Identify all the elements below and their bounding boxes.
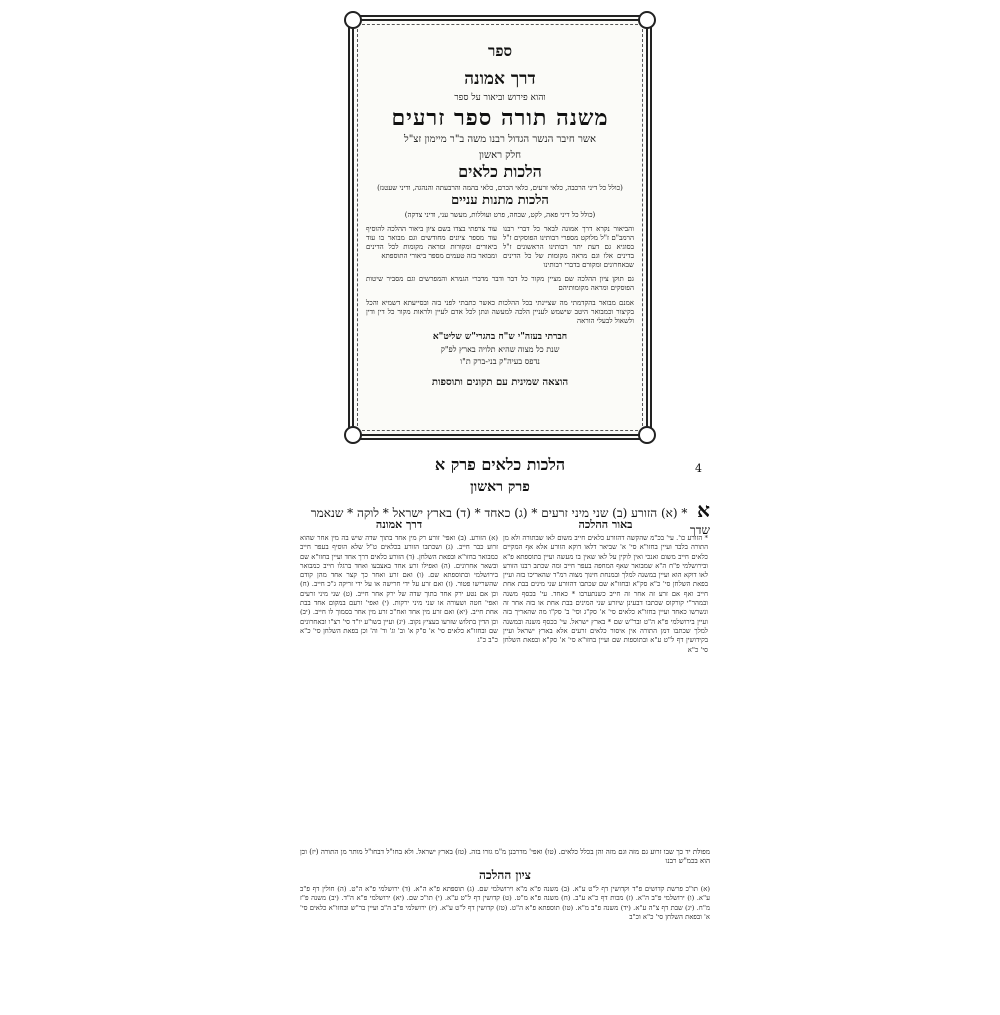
halacha-text: * (א) הזורע (ב) שני מיני זרעים * (ג) כאחד * (ד) בארץ ישראל * לוקה * שנאמר שדך	[310, 506, 710, 537]
halachot-kilayim-title: הלכות כלאים	[458, 162, 542, 182]
ornament-corner-icon	[344, 11, 362, 29]
author-line: אשר חיבר הנשר הגדול רבנו משה ב"ר מיימון זצ"ל	[404, 134, 596, 146]
biur-halacha-text: * הזורע כו'. עי' בכ"מ שהקשה דהזורע כלאים חייב משום לאו שבתורה ולא מן התורה בלבד ועיין בחזו"א סי' א' שביאר דלאו דוקא הזורע אלא אף המקיים כלאים חייב משום ואנכי ואין לוקין על לאו שאין בו מעשה ועיין בתוספתא פ"א ובירושלמי פ"ח ה"א שמבואר שאף המחפה בעפר חייב ומה שכתב רבנו הזורע לאו דוקא הוא ועיין במשנה למלך ובמנחת חינוך מצוה רמ"ד שהאריכו בזה ועיין בפאת השלחן סי' כ"א סק"א ובחזו"א שם שכתבו דהזורע שני מינים בבת אחת חייב ואף אם זרע זה אחר זה חייב כשנתערבו * כאחד. עי' בכסף משנה ובמהר"י קורקוס שכתבו דבעינן שיזרע שני המינים בבת אחת או בזה אחר זה ונשרשו כאחד ועיין בחזו"א כלאים סי' א' סק"ג וסי' ב' סק"ו מה שהאריך בזה ועיין בירושלמי פ"א ה"ט ובר"ש שם * בארץ ישראל. עי' בכסף משנה ובמשנה למלך שכתבו דמן התורה אין איסור כלאים זרעים אלא בארץ ישראל ועיין בקידושין דף ל"ט ע"א ובתוספות שם ועיין בחזו"א סי' א' סק"א ובפאת השלחן סי' כ"א	[503, 534, 708, 654]
derech-emunah-heading: דרך אמונה	[375, 518, 423, 531]
printing-place: נדפס בעיה"ק בני-ברק ת"ו	[460, 357, 540, 367]
biur-halacha-heading: באור ההלכה	[578, 518, 633, 531]
commentary-right-column	[503, 518, 708, 864]
halachot-matnot-note: (כולל כל דיני פאה, לקט, שכחה, פרט ועוללות, מעשר עני, ודיני צדקה)	[404, 210, 596, 219]
ornament-corner-icon	[638, 11, 656, 29]
chapter-title: פרק ראשון	[470, 479, 530, 495]
tziyun-halacha-text: (א) תו"כ פרשת קדושים פ"ד וקדושין דף ל"ט ע"א. (ב) משנה פ"א מ"א וירושלמי שם. (ג) תוספתא פ"א ה"א. (ד) ירושלמי פ"א ה"ט. (ה) חולין דף פ"ב ע"א. (ו) ירושלמי פ"ב ה"א. (ז) מכות דף כ"א ע"ב. (ח) משנה פ"א מ"ט. (ט) קדושין דף ל"ט ע"א. (י) תו"כ שם. (יא) ירושלמי פ"א ה"ד. (יב) משנה פ"ז מ"ח. (יג) שבת דף צ"ה ע"א. (יד) משנה פ"ב מ"א. (טו) תוספתא פ"א ה"ט. (טז) קדושין דף ל"ט ע"א. (יז) ירושלמי פ"ב ה"ב ועיין בר"ש ובחזו"א כלאים סי' א' ובפאת השלחן סי' כ"א וכ"ב	[300, 885, 710, 921]
volume-part: חלק ראשון	[478, 149, 522, 161]
title-description-right: והביאור נקרא דרך אמונה לבאר כל דברי רבנו הרמב"ם ז"ל מלוקט מספרי רבותינו הפוסקים ז"ל בסוגיא גם דעת יתר רבותינו הראשונים ז"ל בדינים אלו וגם מראה מקומות של כל הדינים שבאחרונים ומקורם בדברי רבותינו	[503, 224, 634, 270]
derech-emunah-text: (א) הזורע. (ב) ואפי' זורע רק מין אחד בתוך שדה שיש בה מין אחר שהוא זרוע כבר חייב. (ג) ושכתבו הזורע בכלאים ט"ל שלא הוסיף בעפר חייב כמבואר בחזו"א ובפאת השלחן. (ד) הזורע כלאים דרך אחד ועיין בחזו"א שם ובשאר אחרונים. (ה) ואפילו זרע אחד באצבעו ואחד ברגלו חייב כמבואר בירושלמי ובתוספתא שם. (ו) ואם זרע ואחר כך קצר אחד מהן קודם שהשרישו פטור. (ז) ואם זרע על ידי חרישה או על ידי זריקה ג"כ חייב. (ח) וכן אם נטע ירק אחד בתוך שדה של ירק אחר חייב. (ט) שני מיני זרעים ואפי' חטה ושעורה או שני מיני ירקות. (י) ואפי' זרעם במקום אחד בבת אחת חייב. (יא) ואם זרע מין אחד ואח"כ זרע מין אחר בסמוך לו חייב. (יב) וכן הדין בתלוש שזרעו בעציץ נקוב. (יג) ועיין בשו"ע יו"ד סי' רצ"ו ובאחרונים שם ובחזו"א כלאים סי' א' ס"ק א' וב' וג' וד' וה' וכן בפאת השלחן סי' כ"א כ"ב כ"ג	[300, 534, 498, 645]
title-paragraph-1: גם תוקן ציון ההלכה שם מציין מקור כל דבר ודבר מדברי הגמרא והמפרשים וגם מסביר שיטות הפוסקים ומראה מקומותיהם	[366, 275, 634, 293]
ornament-corner-icon	[344, 426, 362, 444]
halacha-letter: א	[697, 498, 710, 522]
ornament-corner-icon	[638, 426, 656, 444]
main-work-title: משנה תורה ספר זרעים	[391, 105, 609, 132]
halachot-kilayim-note: (כולל כל דיני הרכבה, כלאי זרעים, כלאי הכרם, כלאי בהמה והרבעתה והנהגה, ודיני שעטנז)	[377, 183, 623, 192]
tziyun-halacha-heading: ציון ההלכה	[479, 868, 531, 882]
title-sefer: ספר	[487, 42, 513, 60]
title-description-left: עוד צרפתי בצדו בשם ציון ביאור ההלכה להוסיף עוד מספר ציונים מחודשים וגם מבואר בו עוד ביאורים ומקורות ומראה מקומות לכל הדינים ומבואר בזה טעמים מספר ביאורי התוספתא	[366, 224, 497, 261]
publication-year: שנת כל מצוה שהיא תלויה בארץ לפ"ק	[440, 345, 560, 355]
book-title: דרך אמונה	[464, 69, 536, 90]
commentary-left-column	[300, 518, 498, 864]
page-title: הלכות כלאים פרק א	[434, 455, 566, 474]
continuation-text: מפולת יד כך שבו זרוע גם מזה וגם מזה והן בכלל כלאים. (טו) ואפי' מדרבנן מ"מ גזרו בזה. (טז) בארץ ישראל. ולא בחו"ל דבחו"ל מותר מן התורה (יז) וכן הוא בכמ"ש רבנו	[300, 848, 710, 865]
page-number: 4	[695, 462, 702, 475]
book-subtitle: והוא פירוש וביאור על ספר	[454, 92, 546, 103]
title-description-columns	[366, 225, 634, 270]
author-signature: חברתי בעזה"י ש"ח בהגרי"ש שליט"א	[432, 331, 568, 342]
halachot-matnot-title: הלכות מתנות עניים	[451, 192, 549, 208]
title-paragraph-2: אמנם מבואר בהקדמתי מה שציינתי בכל ההלכות כאשר כתבתי לפני בזה ובסייעתא דשמיא והכל בקיצור וכמבואר היטב שישמש לעניין הלכה למעשה ונתן לכל אדם לעיין ולראות מקור כל דין ודין ולשאול לבעלי הוראה	[366, 298, 634, 325]
edition-line: הוצאה שמינית עם תקונים ותוספות	[431, 376, 569, 388]
title-page-frame	[348, 15, 652, 440]
page-header	[300, 455, 700, 496]
bottom-section	[300, 848, 710, 1015]
